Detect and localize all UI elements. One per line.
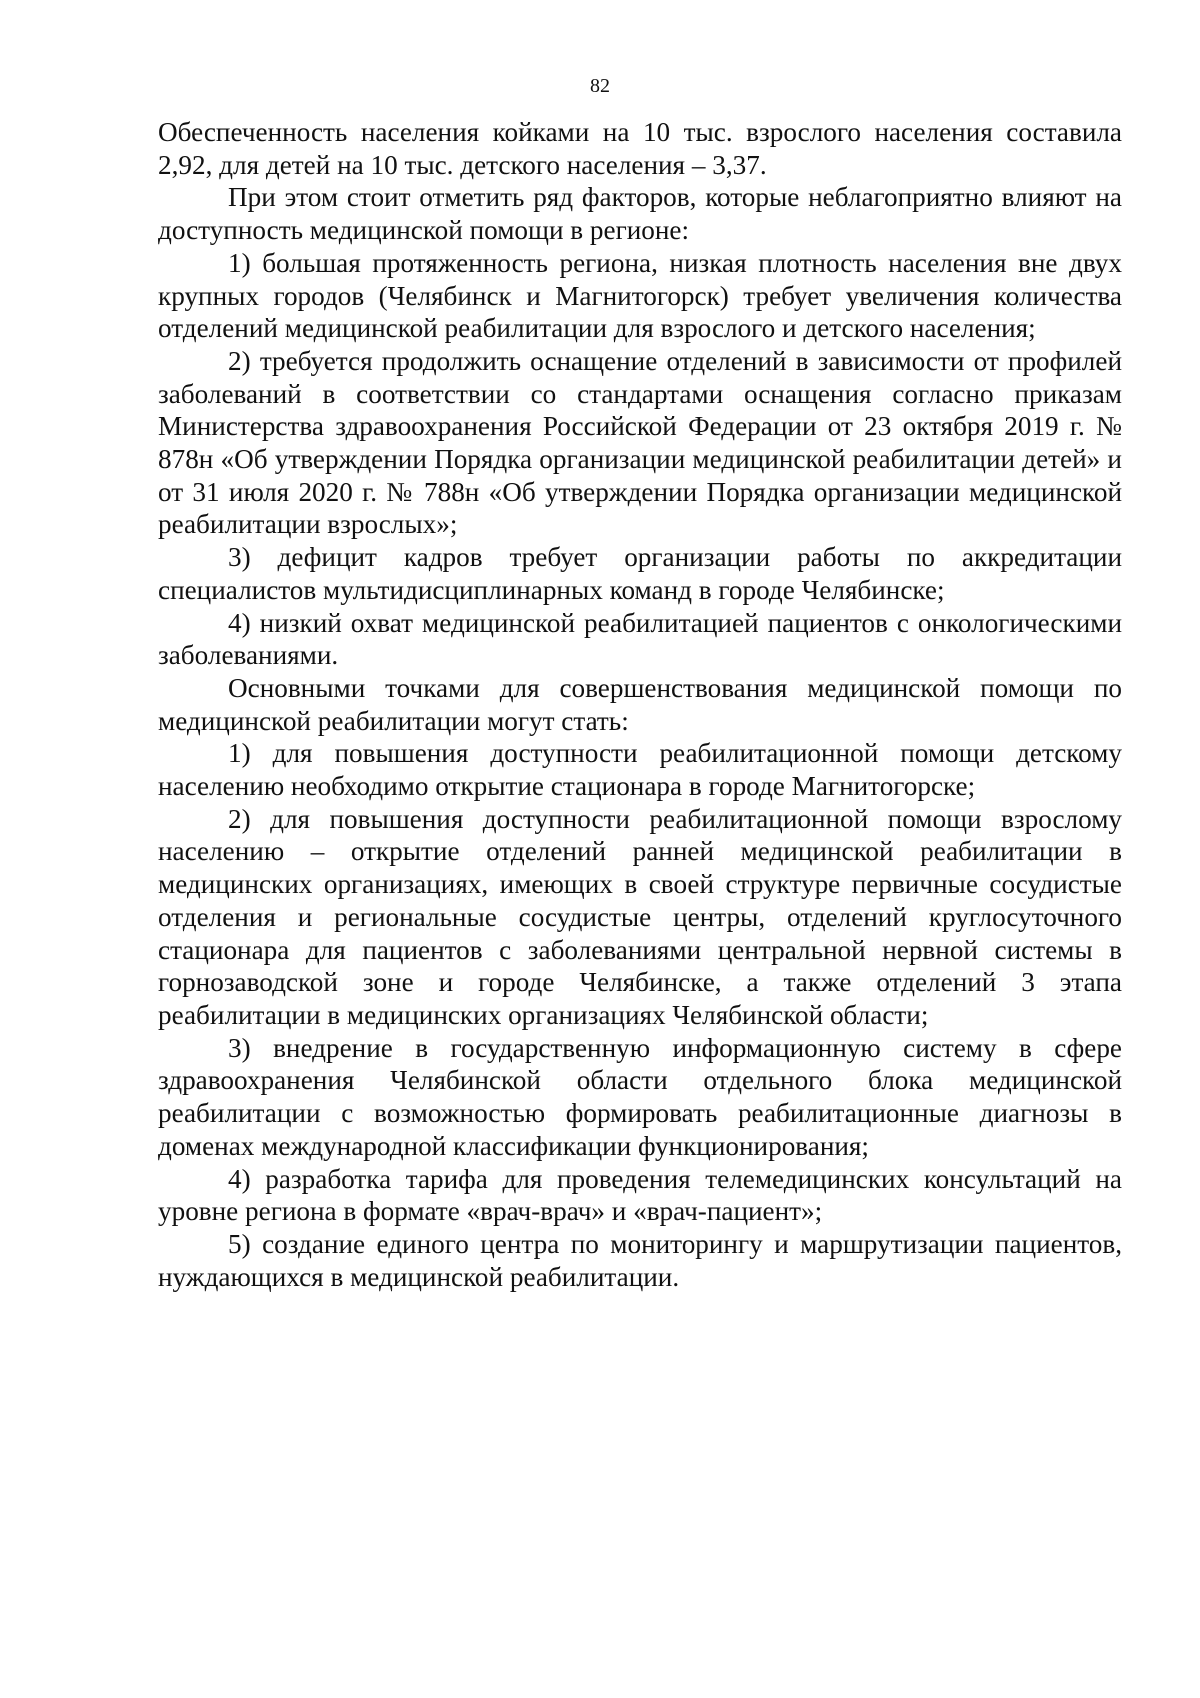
page-number: 82 [590, 75, 610, 97]
list-item-factor-3: 3) дефицит кадров требует организации работы по аккредитации специалистов мультидисциплинарных команд в городе Челябинске; [158, 542, 1122, 605]
list-item-improvement-2: 2) для повышения доступности реабилитационной помощи взрослому населению – открытие отделений ранней медицинской реабилитации в медицинских организациях, имеющих в своей структуре первичные сосудистые отделения и региональные сосудистые центры, отделений круглосуточного стационара для пациентов с заболеваниями центральной нервной системы в горнозаводской зоне и городе Челябинске, а также отделений 3 этапа реабилитации в медицинских организациях Челябинской области; [158, 803, 1122, 1030]
document-body [158, 116, 1122, 1293]
list-item-improvement-5: 5) создание единого центра по мониторингу и маршрутизации пациентов, нуждающихся в медицинской реабилитации. [158, 1228, 1122, 1292]
list-item-factor-4: 4) низкий охват медицинской реабилитацией пациентов с онкологическими заболеваниями. [158, 607, 1122, 671]
list-item-factor-1: 1) большая протяженность региона, низкая плотность населения вне двух крупных городов (Челябинск и Магнитогорск) требует увеличения количества отделений медицинской реабилитации для взрослого и детского населения; [158, 247, 1122, 344]
paragraph-unfavorable-factors-intro: При этом стоит отметить ряд факторов, которые неблагоприятно влияют на доступность медицинской помощи в регионе: [158, 182, 1122, 246]
list-item-improvement-4: 4) разработка тарифа для проведения телемедицинских консультаций на уровне региона в формате «врач-врач» и «врач-пациент»; [158, 1163, 1122, 1227]
paragraph-bed-provision: Обеспеченность населения койками на 10 тыс. взрослого населения составила 2,92, для детей на 10 тыс. детского населения – 3,37. [158, 117, 1122, 180]
list-item-improvement-1: 1) для повышения доступности реабилитационной помощи детскому населению необходимо открытие стационара в городе Магнитогорске; [158, 738, 1122, 802]
paragraph-improvement-points-intro: Основными точками для совершенствования медицинской помощи по медицинской реабилитации могут стать: [158, 672, 1122, 736]
list-item-improvement-3: 3) внедрение в государственную информационную систему в сфере здравоохранения Челябинской области отдельного блока медицинской реабилитации с возможностью формировать реабилитационные диагнозы в доменах международной классификации функционирования; [158, 1032, 1122, 1161]
list-item-factor-2: 2) требуется продолжить оснащение отделений в зависимости от профилей заболеваний в соответствии со стандартами оснащения согласно приказам Министерства здравоохранения Российской Федерации от 23 октября 2019 г. № 878н «Об утверждении Порядка организации медицинской реабилитации детей» и от 31 июля 2020 г. № 788н «Об утверждении Порядка организации медицинской реабилитации взрослых»; [158, 345, 1122, 540]
